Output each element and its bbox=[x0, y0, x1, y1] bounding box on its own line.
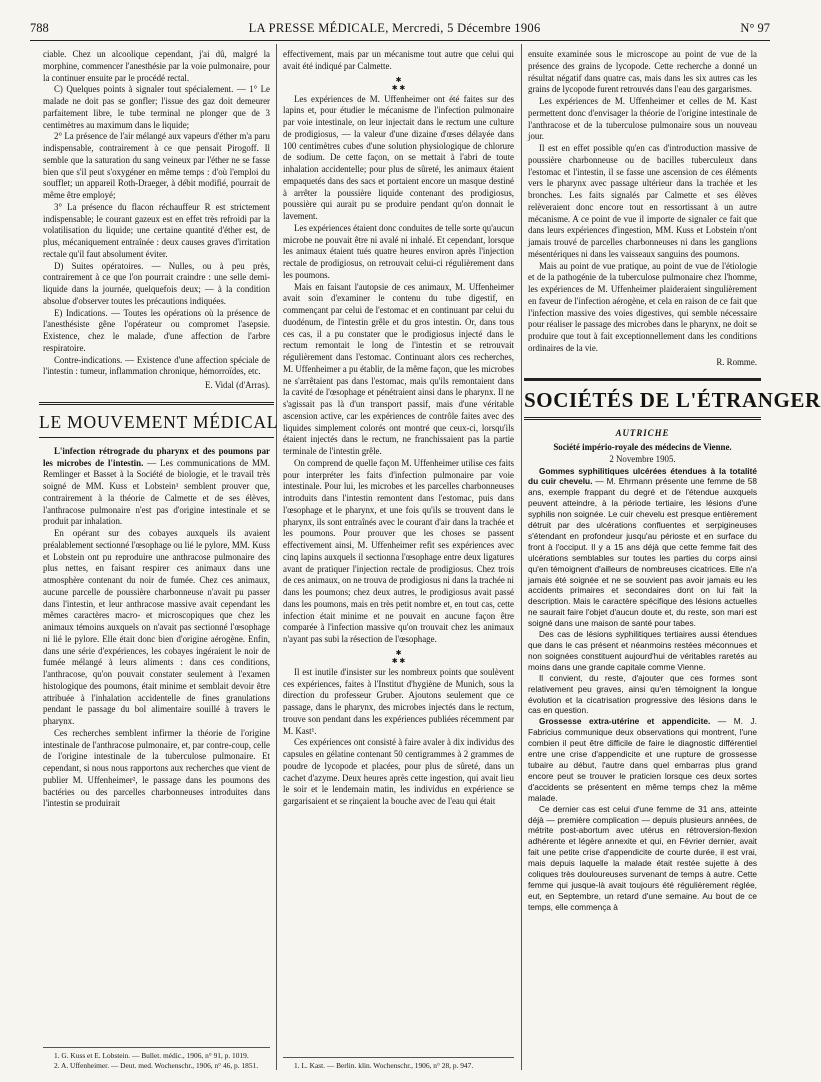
column-1 bbox=[39, 49, 279, 1072]
paragraph: 2° La présence de l'air mélangé aux vapeurs d'éther m'a paru indispensable, contrairement à ce que pensait Pirogoff. Il semble que la saturation du sang veineux par l'éther ne se fasse bien que s'il peut s'oxygéner en même temps : d'où l'emploi du soufflet; un appareil Roth-Draeger, à débit modifié, pourrait de même être employé; bbox=[43, 131, 270, 200]
footnotes bbox=[43, 1047, 270, 1070]
separator-stars: ✱ ✱ ✱ bbox=[391, 648, 406, 665]
paragraph: 3° La présence du flacon réchauffeur R est strictement indispensable; le courant gazeux est en effet très refroidi par la volatilisation du liquide; une certaine quantité d'éther est, de plus, mécaniquement entraînée : deux causes graves d'irritation rectale qu'il faut absolument éviter. bbox=[43, 201, 270, 259]
paragraph: Il convient, du reste, d'ajouter que ces formes sont relativement peu graves, ainsi qu'en témoignent la longue évolution et la cicatrisation progressive des lésions dans le cas en question. bbox=[528, 672, 757, 716]
section-header bbox=[524, 378, 821, 420]
paragraph: C) Quelques points à signaler tout spécialement. — 1° Le malade ne doit pas se gonfler; l'issue des gaz doit demeurer parfaitement libre, le tube terminal ne plonger que de 3 centimètres au maximum dans le liquide; bbox=[43, 84, 270, 130]
paragraph: ensuite examinée sous le microscope au point de vue de la présence des grains de lycopode. Cette recherche a donné un résultat négatif dans quatre cas, mais dans les six autres cas les grains de lycopode furent retrouvés dans l'eau des gargarismes. bbox=[528, 49, 757, 95]
paragraph: Ces expériences ont consisté à faire avaler à dix individus des capsules en gélatine contenant 50 centigrammes à 2 grammes de poudre de lycopode et placées, pour plus de sûreté, dans un cachet d'azyme. Deux heures après cette ingestion, qui avait lieu le soir et le lendemain matin, les individus en expérience se gargarisaient et se rinçaient la bouche avec de l'eau qui était bbox=[283, 737, 514, 806]
paragraph: Les expériences étaient donc conduites de telle sorte qu'aucun microbe ne pouvait être ni avalé ni inhalé. Et cependant, lorsque les animaux étaient tués quatre heures environ après l'injection rectale de prodigiosus, on retrouvait celui-ci régulièrement dans les poumons. bbox=[283, 222, 514, 280]
paragraph: Ces recherches semblent infirmer la théorie de l'origine intestinale de l'anthracose pulmonaire, et, par contre-coup, celle de l'origine intestinale de la tuberculose pulmonaire. Et cependant, si nous nous rapportons aux recherches que vient de publier M. Uffenheimer², le passage dans les poumons des bactéries ou des parcelles charbonneuses introduites dans l'intestin se produirait bbox=[43, 727, 270, 809]
paragraph: On comprend de quelle façon M. Uffenheimer utilise ces faits pour interpréter les faits d'infection pulmonaire par voie intestinale. Pour lui, les microbes et les parcelles charbonneuses introduits dans l'intestin remontent dans l'estomac, puis dans l'œsophage et le pharynx, et une fois qu'ils se trouvent dans le pharynx, ils sont entraînés avec le courant d'air dans la trachée et les poumons. Pour prouver que les choses se passent effectivement ainsi, M. Uffenheimer refit ses expériences avec cinq lapins auxquels il sectionna l'œsophage entre deux ligatures avant de pratiquer l'injection rectale de prodigiosus. Chez trois de ces animaux, on ne trouva de prodigiosus ni dans la trachée ni dans les poumons; chez deux autres, le prodigiosus avait passé dans les poumons, mais en très petit nombre et, en tout cas, cette infection était minime et ne pouvait en aucune façon être comparée à l'infection massive qu'on trouvait chez les animaux n'ayant pas subi la résection de l'œsophage. bbox=[283, 457, 514, 644]
paragraph: — M. Ehrmann présente une femme de 58 ans, exemple frappant du degré et de l'étendue auxquels peuvent atteindre, à la période tertiaire, les lésions d'une syphilis non soignée. Le cuir chevelu est presque entièrement détruit par des ulcérations confluentes et serpigineuses s'étendant en profondeur jusqu'au périoste et en surface du front à l'occiput. Il y a 15 ans déjà que cette femme fait des ulcérations semblables sur toutes les parties du corps ainsi qu'en témoignent d'ailleurs de nombreuses cicatrices. Elle n'a jamais été soignée et ne se souvient pas avoir jamais eu les accidents primaires et secondaires dont on lui fait la description. Mais le caractère spécifique des lésions actuelles ne saurait faire l'objet d'aucun doute et, du reste, son mari est soigné dans une maison de santé pour tabes. bbox=[528, 476, 757, 629]
footnote: 2. A. Uffenheimer. — Deut. med. Wochenschr., 1906, n° 46, p. 1851. bbox=[54, 1060, 259, 1070]
paragraph: — Les communications de MM. Remlinger et Basset à la Société de biologie, et le travail très soigné de MM. Kuss et Lobstein¹ semblent prouver que, contrairement à la théorie de Calmette et de ses élèves, l'anthracose pulmonaire n'est pas d'origine intestinale et se produit par inhalation. bbox=[43, 457, 270, 527]
paragraph: ciable. Chez un alcoolique cependant, j'ai dû, malgré la morphine, commencer l'anesthésie par la voie pulmonaire, pour la continuer ensuite par le procédé rectal. bbox=[43, 49, 270, 83]
paragraph: D) Suites opératoires. — Nulles, ou à peu près, contrairement à ce que l'on pourrait craindre : une selle demi-liquide dans la journée, quelquefois deux; — à la condition absolue d'observer toutes les précautions indiquées. bbox=[43, 260, 270, 306]
paragraph: Contre-indications. — Existence d'une affection spéciale de l'intestin : tumeur, inflammation chronique, hémorroïdes, etc. bbox=[43, 354, 270, 377]
footnote: 1. G. Kuss et E. Lobstein. — Bullet. médic., 1906, n° 91, p. 1019. bbox=[54, 1051, 249, 1060]
paragraph: Les expériences de M. Uffenheimer et celles de M. Kast permettent donc d'envisager la théorie de l'origine intestinale de l'anthracose et de la tuberculose pulmonaire sous un nouveau jour. bbox=[528, 96, 757, 142]
author-signature: E. Vidal (d'Arras). bbox=[205, 380, 270, 390]
paragraph: E) Indications. — Toutes les opérations où la présence de l'anesthésiste gêne l'opérateur ou compromet l'asepsie. Existence, chez le malade, d'une affection de l'arbre respiratoire. bbox=[43, 307, 270, 353]
report-lead: Grossesse extra-utérine et appendicite. bbox=[539, 716, 711, 727]
section-title: LE MOUVEMENT MÉDICAL bbox=[39, 411, 279, 432]
author-signature: R. Romme. bbox=[716, 356, 757, 367]
column-2 bbox=[283, 49, 514, 1072]
report-lead: Gommes syphilitiques ulcérées étendues à la totalité du cuir chevelu. bbox=[528, 465, 757, 487]
section-header bbox=[39, 402, 279, 438]
issue-number: N° 97 bbox=[740, 20, 770, 35]
column-divider-1 bbox=[276, 44, 277, 1070]
page-header bbox=[30, 18, 770, 38]
separator-stars: ✱ ✱ ✱ bbox=[391, 75, 406, 92]
paragraph: — M. J. Fabricius communique deux observations qui montrent, l'une combien il peut être difficile de faire le diagnostic différentiel entre une crise d'appendicite et une rupture de grossesse tubaire au début, l'autre dans quel embarras plus grand encore peut se trouver le praticien lorsque ces deux sortes d'accidents se présentent en même temps chez la même malade. bbox=[528, 716, 757, 803]
footnotes bbox=[283, 1057, 514, 1071]
society-report bbox=[528, 466, 757, 913]
paragraph: Mais en faisant l'autopsie de ces animaux, M. Uffenheimer avait soin d'examiner le contenu du tube digestif, en commençant par celui de l'estomac et en continuant par celui du duodénum, de l'intestin grêle et du gros intestin. Or, dans tous ces cas, il a pu constater que le prodigiosus injecté dans le rectum remontait le long de l'intestin et se retrouvait régulièrement dans l'estomac. Continuant alors ces recherches, M. Uffenheimer a pu établir, de la même façon, que les microbes ne s'arrêtaient pas dans l'estomac, mais qu'ils remontaient dans la cavité de l'œsophage et pénétraient ainsi dans le pharynx. Il ne s'agissait pas là d'un transport passif, mais d'une véritable ascension active, car les expériences de contrôle faites avec des liquides simplement colorés ont montré que ceux-ci, lorsqu'ils étaient injectés dans le rectum, ne franchissaient pas la partie terminale de l'intestin grêle. bbox=[283, 281, 514, 456]
article-lead: L'infection rétrograde du pharynx et des poumons par les microbes de l'intestin. bbox=[43, 445, 270, 468]
session-date: 2 Novembre 1905. bbox=[609, 453, 676, 464]
paragraph: En opérant sur des cobayes auxquels ils avaient préalablement sectionné l'œsophage ou lié le pylore, MM. Kuss et Lobstein ont pu reproduire une anthracose pulmonaire des plus nettes, en faisant respirer ces animaux dans une atmosphère contenant du noir de fumée. Chez ces animaux, aucune parcelle de poussière charbonneuse n'avait pu passer dans l'intestin, et leur anthracose massive avait cependant les mêmes caractères macro- et microscopiques que chez les animaux témoins auxquels on n'avait pas sectionné l'œsophage ni lié le pylore. Elle était donc bien d'origine aérogène. Enfin, dans une série d'expériences, les cobayes ingéraient le noir de fumée mélangé à leurs aliments : dans ces conditions, l'anthracose, qu'on pouvait constater seulement à l'examen histologique des poumons, était minime et semblait devoir être attribuée à l'inhalation accidentelle de fines granulations pendant le passage du bol alimentaire souillé à travers le pharynx. bbox=[43, 528, 270, 726]
paragraph: Ce dernier cas est celui d'une femme de 31 ans, atteinte déjà — première complication — depuis plusieurs années, de métrite post-abortum avec utérus en rétroversion-flexion adhérente et légère annexite et qui, en Février dernier, avait fait une petite crise d'appendicite de courte durée, il est vrai, mais depuis laquelle la malade était restée sujette à des coliques très douloureuses survenant de temps à autre. Cette femme qui jusque-là avait toujours été régulièrement réglée, eut, en Septembre, un retard d'une semaine. Au bout de ce temps, elle commença à bbox=[528, 803, 757, 912]
column-3 bbox=[524, 49, 821, 1072]
paragraph: Mais au point de vue pratique, au point de vue de l'étiologie et de la pathogénie de la tuberculose pulmonaire chez l'homme, les expériences de M. Uffenheimer plaideraient singulièrement en faveur de l'infection aérogène, et cela en raison de ce fait que l'infection massive des voies digestives, qui semble nécessaire pour réaliser le passage des microbes dans le pharynx, ne doit se produire que tout à fait exceptionnellement dans les conditions ordinaires de la vie. bbox=[528, 260, 757, 353]
page-number: 788 bbox=[30, 20, 49, 35]
header-rule bbox=[30, 40, 770, 41]
paragraph: Il est inutile d'insister sur les nombreux points que soulèvent ces expériences, faites à l'Institut d'hygiène de Munich, sous la direction du professeur Gruber. Ajoutons seulement que ce passage, dans le pharynx, des microbes injectés dans le rectum, trouve son pendant dans les expériences publiées récemment par M. Kast¹. bbox=[283, 666, 514, 736]
publication-title: LA PRESSE MÉDICALE, Mercredi, 5 Décembre 1906 bbox=[248, 20, 541, 35]
paragraph: Les expériences de M. Uffenheimer ont été faites sur des lapins et, pour étudier le mécanisme de l'infection pulmonaire par voie intestinale, on leur injectait dans le rectum une culture de prodigiosus, — la valeur d'une dizaine d'œses délayée dans 100 centimètres cubes d'une solution physiologique de chlorure de sodium. De cette façon, on se mettait à l'abri de toute inhalation accidentelle; pour plus de sûreté, les animaux étaient empaquetés dans des sacs et portaient encore un masque destiné à arrêter la poussière liquide contenant des prodigiosus, poussière qui aurait pu se produire pendant qu'on donnait le lavement. bbox=[283, 93, 514, 221]
paragraph: Il est en effet possible qu'en cas d'introduction massive de poussière charbonneuse ou de bacilles tuberculeux dans l'estomac et l'intestin, il se fasse une ascension de ces éléments vers le pharynx avec passage ultérieur dans la trachée et les bronches. Les faits signalés par Calmette et ses élèves relèveraient donc encore tout en ressortissant à un autre mécanisme. A ce point de vue il importe de signaler ce fait que dans leurs expériences d'ingestion, MM. Kuss et Lobstein n'ont jamais trouvé de parcelles charbonneuses ni dans les ganglions mésentériques ni dans les vaisseaux sanguins des poumons. bbox=[528, 143, 757, 259]
country-heading: AUTRICHE bbox=[615, 428, 670, 439]
column-divider-2 bbox=[521, 44, 522, 1070]
paragraph: Des cas de lésions syphilitiques tertiaires aussi étendues que dans le cas présent et néanmoins restées méconnues et non soignées constituent aujourd'hui de véritables raretés au moins dans une grande capitale comme Vienne. bbox=[528, 629, 757, 672]
footnote: 1. L. Kast. — Berlin. klin. Wochenschr., 1906, n° 28, p. 947. bbox=[294, 1060, 474, 1070]
paragraph: effectivement, mais par un mécanisme tout autre que celui qui avait été indiqué par Calmette. bbox=[283, 49, 514, 71]
section-title: SOCIÉTÉS DE L'ÉTRANGER bbox=[524, 388, 821, 413]
society-name: Société império-royale des médecins de Vienne. bbox=[553, 442, 732, 452]
